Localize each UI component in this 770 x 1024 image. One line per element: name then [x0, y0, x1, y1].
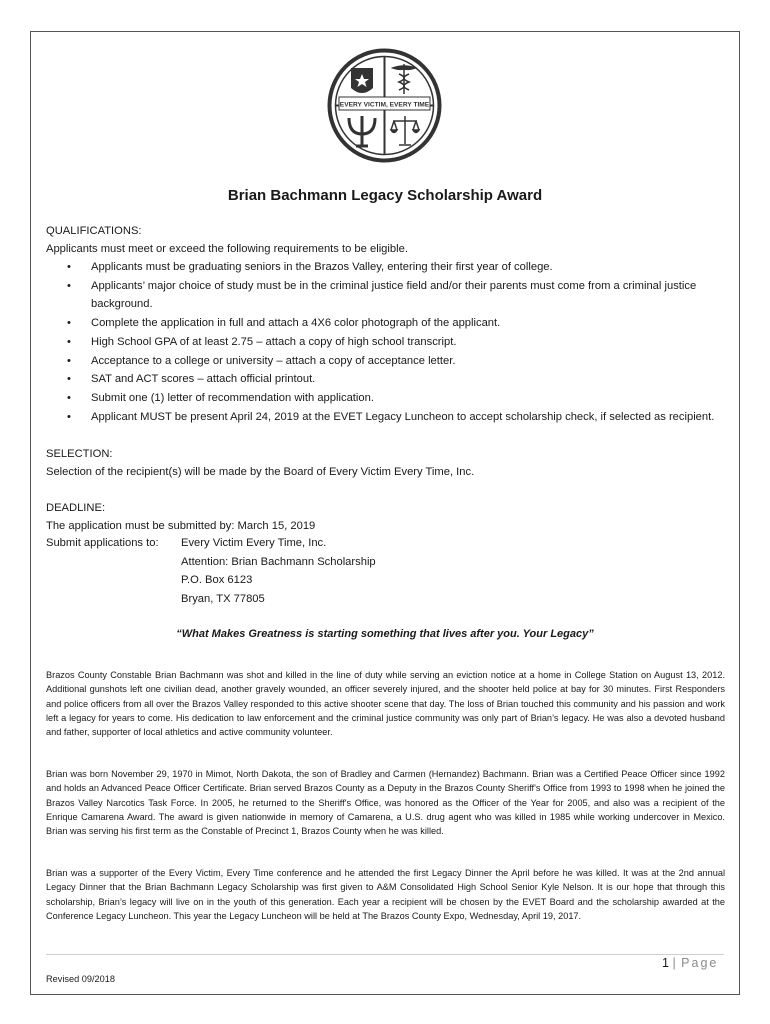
list-item: • Submit one (1) letter of recommendation with application. — [46, 389, 736, 408]
revised-date: Revised 09/2018 — [46, 974, 115, 984]
bullet-icon: • — [67, 261, 71, 273]
list-item: • High School GPA of at least 2.75 – attach a copy of high school transcript. — [46, 333, 736, 352]
bio-paragraph: Brian was a supporter of the Every Victim, Every Time conference and he attended the first Legacy Dinner the April before he was killed. It was at the 2nd annual Legacy Dinner that the Brian Bachmann Legacy Scholarship was first given to A&M Consolidated High School Senior Kyle Nelson. It is our hope that through this scholarship, Brian’s legacy will live on in the youth of this generation. Each year a recipient will be chosen by the EVET Board and the scholarship awarded at the Conference Legacy Luncheon. This year the Legacy Luncheon will be held at The Brazos County Expo, Wednesday, April 19, 2017. — [46, 868, 725, 921]
bullet-icon: • — [67, 373, 71, 386]
footer-divider — [46, 954, 724, 955]
qualifications-heading: QUALIFICATIONS: — [46, 225, 142, 237]
bullet-icon: • — [67, 335, 71, 348]
address-line: P.O. Box 6123 — [181, 574, 253, 587]
bio-paragraph: Brian was born November 29, 1970 in Mimot, North Dakota, the son of Bradley and Carmen (Hernandez) Bachmann. Brian was a Certified Peace Officer since 1992 and holds an Advanced Peace Officer Certificate. Brian served Brazos County as a Deputy in the Brazos County Sheriff's Office from 1993 to 1998 when he joined the Brazos Valley Narcotics Task Force. In 2005, he returned to the Sheriff's Office, was honored as the Officer of the Year for 2005, and also was a recipient of the Enrique Camarena Award. The award is given nationwide in memory of Camarena, a U.S. drug agent who was killed in 1985 while working undercover in Mexico. Brian was serving his first term as the Constable of Precinct 1, Brazos County when he was killed. — [46, 769, 725, 837]
bio-paragraph: Brazos County Constable Brian Bachmann was shot and killed in the line of duty while serving an eviction notice at a home in College Station on August 13, 2012. Additional gunshots left one civilian dead, another gravely wounded, an officer severely injured, and the shooter held police at bay for 30 minutes. First Responders and police officers from all over the Brazos Valley responded to this active shooter scene that day. The loss of Brian touched this community and his passion and work left a legacy for years to come. His dedication to law enforcement and the criminal justice community was only part of Brian’s legacy. He was also a devoted husband and father, supporter of local athletics and active community volunteer. — [46, 670, 725, 738]
list-item: • Complete the application in full and attach a 4X6 color photograph of the applicant. — [46, 314, 736, 333]
submit-label: Submit applications to: — [46, 537, 159, 549]
bullet-icon: • — [67, 317, 71, 330]
list-item: • Applicants must be graduating seniors in the Brazos Valley, entering their first year of college. — [46, 258, 736, 277]
list-item: • Applicant MUST be present April 24, 2019 at the EVET Legacy Luncheon to accept scholarship check, if selected as recipient. — [46, 408, 736, 427]
evet-seal-logo — [321, 48, 448, 163]
deadline-heading: DEADLINE: — [46, 502, 106, 514]
bullet-icon: • — [67, 354, 71, 367]
list-item: • Acceptance to a college or university – attach a copy of acceptance letter. — [46, 352, 736, 371]
list-item: • SAT and ACT scores – attach official printout. — [46, 370, 736, 389]
qualifications-list — [46, 258, 736, 426]
badge-icon — [351, 68, 373, 93]
qualifications-intro: Applicants must meet or exceed the following requirements to be eligible. — [46, 243, 408, 255]
selection-heading: SELECTION: — [46, 448, 113, 460]
mailing-address — [46, 534, 376, 609]
address-line: Every Victim Every Time, Inc. — [181, 537, 327, 549]
bullet-icon: • — [67, 279, 71, 292]
bullet-icon: • — [67, 391, 71, 404]
document-title: Brian Bachmann Legacy Scholarship Award — [227, 187, 543, 204]
list-item: • Applicants’ major choice of study must be in the criminal justice field and/or their parents must come from a criminal justice background. — [46, 277, 736, 314]
seal-ring-text: EVERY VICTIM, EVERY TIME — [339, 101, 430, 109]
deadline-text: The application must be submitted by: March 15, 2019 — [46, 520, 316, 532]
address-line: Attention: Brian Bachmann Scholarship — [181, 555, 376, 568]
bullet-icon: • — [67, 410, 71, 423]
address-line: Bryan, TX 77805 — [181, 593, 265, 606]
selection-text: Selection of the recipient(s) will be made by the Board of Every Victim Every Time, Inc. — [46, 466, 475, 478]
legacy-quote: “What Makes Greatness is starting something that lives after you. Your Legacy” — [176, 628, 594, 640]
page-number: 1 | Page — [662, 956, 719, 970]
